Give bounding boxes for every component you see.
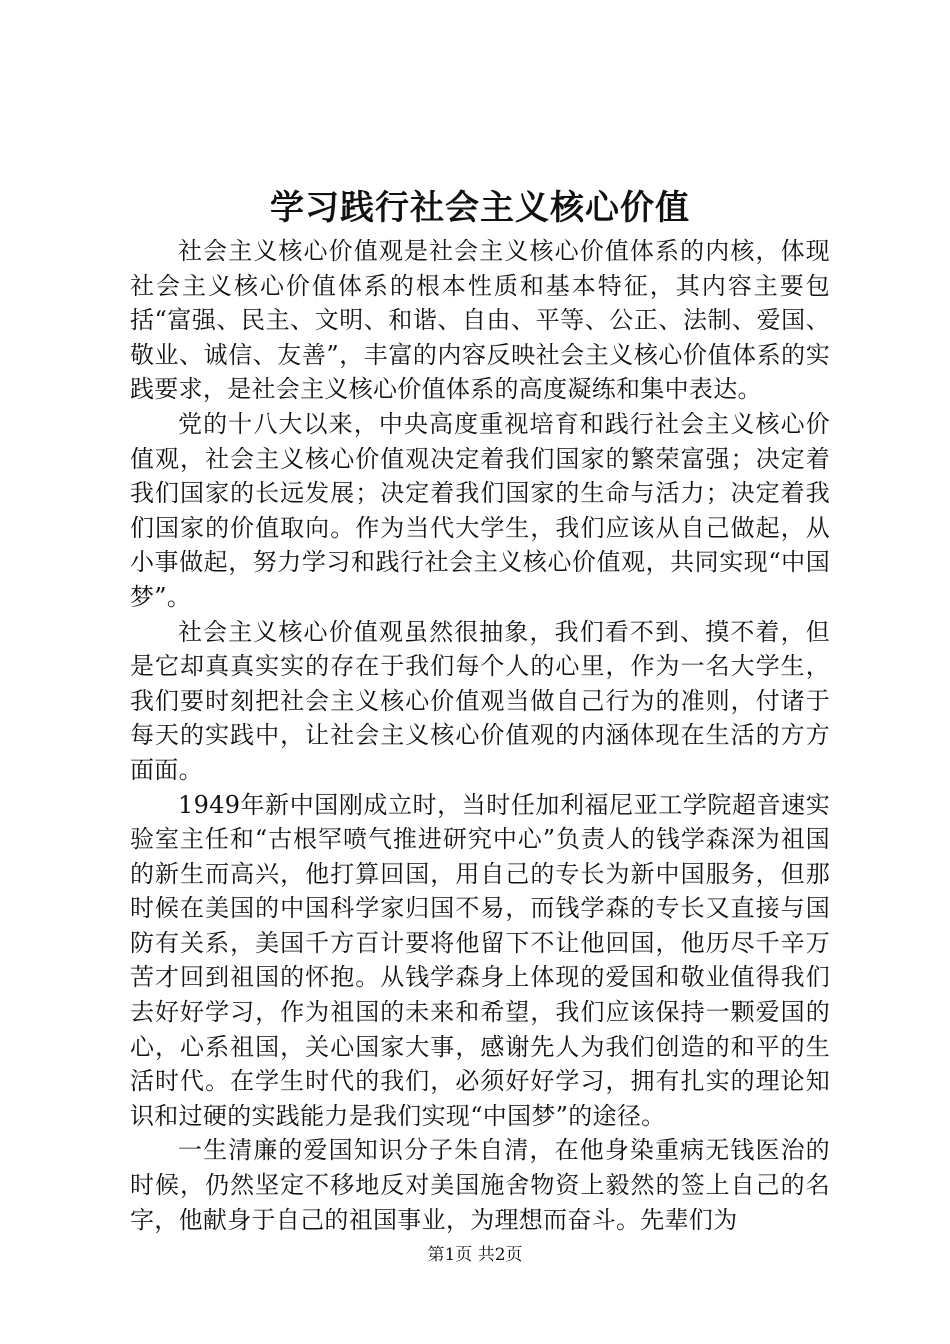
page-footer: 第1页 共2页 — [427, 1245, 523, 1265]
paragraph: 1949年新中国刚成立时，当时任加利福尼亚工学院超音速实验室主任和“古根罕喷气推进研究中心”负责人的钱学森深为祖国的新生而高兴，他打算回国，用自己的专长为新中国服务，但那时候在美国的中国科学家归国不易，而钱学森的专长又直接与国防有关系，美国千方百计要将他留下不让他回国，他历尽千辛万苦才回到祖国的怀抱。从钱学森身上体现的爱国和敬业值得我们去好好学习，作为祖国的未来和希望，我们应该保持一颗爱国的心，心系祖国，关心国家大事，感谢先人为我们创造的和平的生活时代。在学生时代的我们，必须好好学习，拥有扎实的理论知识和过硬的实践能力是我们实现“中国梦”的途径。 — [130, 790, 830, 1130]
document-body — [130, 234, 830, 1237]
paragraph: 社会主义核心价值观虽然很抽象，我们看不到、摸不着，但是它却真真实实的存在于我们每个人的心里，作为一名大学生，我们要时刻把社会主义核心价值观当做自己行为的准则，付诸于每天的实践中，让社会主义核心价值观的内涵体现在生活的方方面面。 — [130, 617, 830, 784]
paragraph: 社会主义核心价值观是社会主义核心价值体系的内核，体现社会主义核心价值体系的根本性质和基本特征，其内容主要包括“富强、民主、文明、和谐、自由、平等、公正、法制、爱国、敬业、诚信、友善”，丰富的内容反映社会主义核心价值体系的实践要求，是社会主义核心价值体系的高度凝练和集中表达。 — [130, 237, 830, 404]
paragraph: 一生清廉的爱国知识分子朱自清，在他身染重病无钱医治的时候，仍然坚定不移地反对美国施舍物资上毅然的签上自己的名字，他献身于自己的祖国事业，为理想而奋斗。先辈们为 — [130, 1136, 830, 1234]
paragraph: 党的十八大以来，中央高度重视培育和践行社会主义核心价值观，社会主义核心价值观决定着我们国家的繁荣富强；决定着我们国家的长远发展；决定着我们国家的生命与活力；决定着我们国家的价值取向。作为当代大学生，我们应该从自己做起，从小事做起，努力学习和践行社会主义核心价值观，共同实现“中国梦”。 — [130, 409, 830, 611]
document-title: 学习践行社会主义核心价值 — [270, 188, 690, 228]
